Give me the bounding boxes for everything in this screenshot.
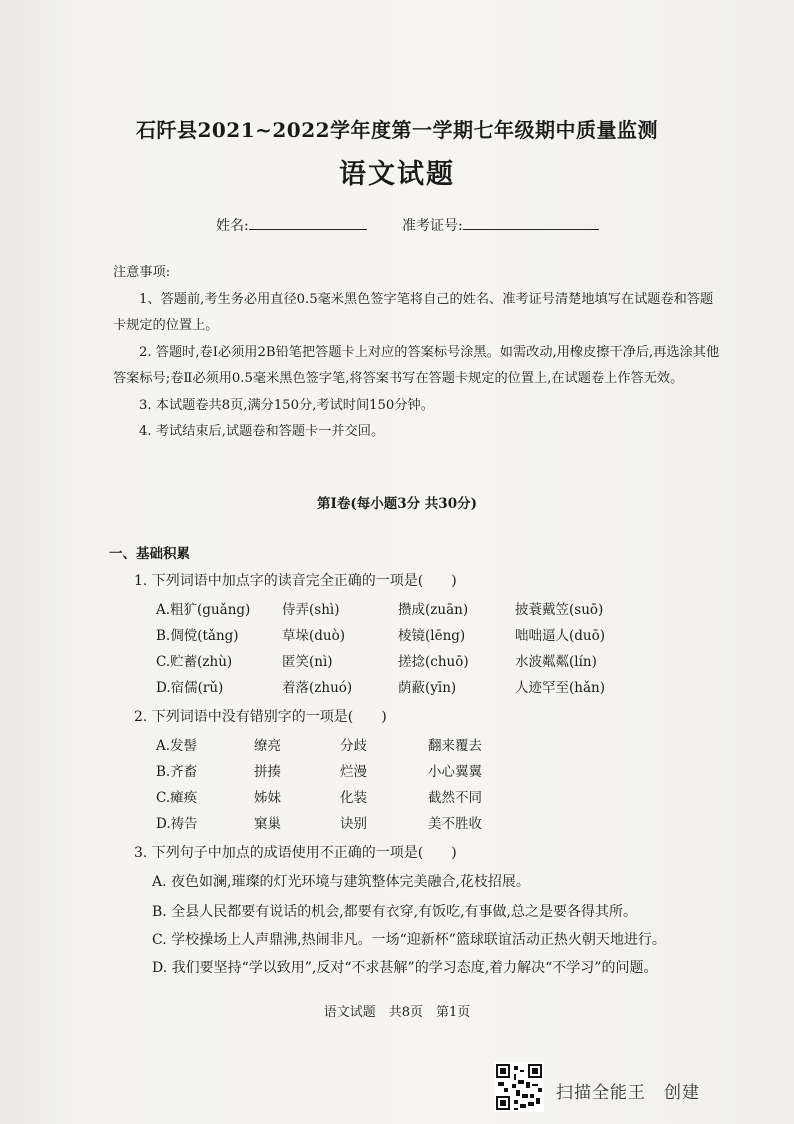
question-3-option-b: B. 全县人民都要有说话的机会,都要有衣穿,有饭吃,有事做,总之是要各得其所。 — [152, 904, 637, 920]
option-word: 人迹罕至(hǎn) — [515, 680, 605, 696]
option-word: B.齐畜 — [156, 764, 198, 780]
option-word: 翻来覆去 — [428, 738, 482, 754]
option-word: 烂漫 — [340, 764, 367, 780]
option-word: 匿笑(nì) — [282, 654, 333, 670]
notice-item: 3. 本试题卷共8页,满分150分,考试时间150分钟。 — [139, 397, 434, 413]
option-word: 美不胜收 — [428, 816, 482, 832]
scanner-watermark: 扫描全能王 创建 — [556, 1083, 700, 1103]
option-word: B.倜傥(tǎng) — [156, 628, 239, 644]
exam-number-field — [402, 215, 599, 235]
option-word: 搓捻(chuō) — [398, 654, 469, 670]
name-blank — [249, 215, 367, 230]
notice-item: 1、答题前,考生务必用直径0.5毫米黑色签字笔将自己的姓名、准考证号清楚地填写在试题卷和答题卡规定的位置上。 — [113, 291, 714, 333]
question-3-option-c: C. 学校操场上人声鼎沸,热闹非凡。一场“迎新杯”篮球联谊活动正热火朝天地进行。 — [152, 932, 666, 948]
question-2-stem: 2. 下列词语中没有错别字的一项是( ) — [134, 709, 387, 725]
question-3-option-a: A. 夜色如澜,璀璨的灯光环境与建筑整体完美融合,花枝招展。 — [152, 874, 530, 890]
option-word: 分歧 — [340, 738, 367, 754]
question-1-stem: 1. 下列词语中加点字的读音完全正确的一项是( ) — [134, 573, 457, 589]
name-field — [216, 215, 367, 235]
option-word: 缭亮 — [254, 738, 281, 754]
section-heading: 第Ⅰ卷(每小题3分 共30分) — [317, 496, 477, 512]
exam-title: 石阡县2021~2022学年度第一学期七年级期中质量监测 — [135, 118, 659, 142]
question-3-stem: 3. 下列句子中加点的成语使用不正确的一项是( ) — [134, 845, 457, 861]
notice-heading: 注意事项: — [113, 265, 171, 280]
option-word: 拼揍 — [254, 764, 281, 780]
option-word: 攒成(zuān) — [398, 602, 469, 618]
option-word: 草垛(duò) — [282, 628, 345, 644]
option-word: D.祷告 — [156, 816, 198, 832]
option-word: 姊妹 — [254, 790, 281, 806]
qr-code-icon — [494, 1062, 544, 1112]
option-word: 荫蔽(yīn) — [398, 680, 457, 696]
option-word: 披蓑戴笠(suō) — [515, 602, 604, 618]
question-3-option-d: D. 我们要坚持“学以致用”,反对“不求甚解”的学习态度,着力解决“不学习”的问题。 — [152, 960, 658, 976]
option-word: A.发髻 — [156, 738, 198, 754]
option-word: A.粗犷(guǎng) — [156, 602, 251, 618]
option-word: D.宿儒(rǔ) — [156, 680, 224, 696]
option-word: 咄咄逼人(duō) — [515, 628, 605, 644]
option-word: 侍弄(shì) — [282, 602, 340, 618]
exam-number-blank — [463, 215, 599, 230]
page-footer: 语文试题 共8页 第1页 — [323, 1005, 471, 1020]
option-word: 棱镜(lēng) — [398, 628, 466, 644]
part-heading: 一、基础积累 — [109, 546, 190, 562]
option-word: 小心翼翼 — [428, 764, 482, 780]
name-label: 姓名: — [216, 218, 249, 234]
exam-number-label: 准考证号: — [402, 218, 463, 234]
option-word: 窠巢 — [254, 816, 281, 832]
option-word: 水波粼粼(lín) — [515, 654, 597, 670]
exam-subtitle: 语文试题 — [339, 159, 455, 190]
notice-item: 2. 答题时,卷Ⅰ必须用2B铅笔把答题卡上对应的答案标号涂黑。如需改动,用橡皮擦干净后,再选涂其他答案标号;卷Ⅱ必须用0.5毫米黑色签字笔,将答案书写在答题卡规定的位置上,在试题卷上作答无效。 — [113, 344, 720, 386]
option-word: 化装 — [340, 790, 367, 806]
option-word: 着落(zhuó) — [282, 680, 353, 696]
option-word: C.贮蓄(zhù) — [156, 654, 233, 670]
notice-block — [113, 260, 725, 446]
option-word: 截然不同 — [428, 790, 482, 806]
notice-item: 4. 考试结束后,试题卷和答题卡一并交回。 — [139, 424, 385, 439]
option-word: 诀别 — [340, 816, 367, 832]
option-word: C.瘫痪 — [156, 790, 198, 806]
